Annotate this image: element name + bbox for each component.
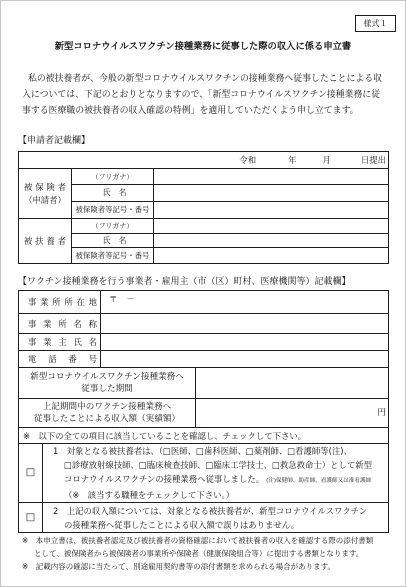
work-period-row <box>19 368 389 399</box>
statement-line: 私の被扶養者が、今般の新型コロナウイルスワクチンの接種業務へ従事したことによる収 <box>28 74 383 84</box>
dependent-number-label: 被保険者等記号・番号 <box>72 248 154 264</box>
statement-line: 事する医療職の被扶養者の収入確認の特例」を適用していただくよう申し立てます。 <box>22 106 359 116</box>
work-period-label-line: 従事した期間 <box>81 384 133 394</box>
phone-field[interactable] <box>101 351 389 368</box>
owner-name-field[interactable] <box>101 334 389 351</box>
yen-unit: 円 <box>377 408 386 418</box>
insured-sublabel: （申請者） <box>24 194 66 205</box>
date-month-unit: 月 <box>322 155 331 165</box>
insured-furigana-label: （フリガナ） <box>72 169 154 185</box>
applicant-table <box>18 151 389 264</box>
insured-furigana-field[interactable] <box>154 169 389 185</box>
footnote-line: ※ 本申立書は、被扶養者認定及び被扶養者の資格確認において被扶養者の収入を確認する際の添付書類 <box>22 536 374 545</box>
income-label <box>19 399 196 428</box>
owner-name-row <box>19 334 389 351</box>
insured-name-row <box>19 185 389 202</box>
check-item-1-checkbox[interactable]: □ <box>19 444 43 503</box>
phone-label: 電話番号 <box>28 354 97 364</box>
insured-number-row <box>19 202 389 219</box>
dependent-name-field[interactable] <box>154 234 389 248</box>
check-item-2-checkbox[interactable]: □ <box>19 503 43 533</box>
income-amount-field[interactable] <box>196 399 389 428</box>
dependent-label-cell <box>19 219 72 264</box>
insured-name-field[interactable] <box>154 185 389 202</box>
check-item-row <box>19 503 389 533</box>
check-item-2-text <box>43 503 389 533</box>
dependent-label: 被扶養者 <box>24 235 66 246</box>
owner-name-label: 事業主氏名 <box>28 337 97 347</box>
office-name-row <box>19 314 389 334</box>
footnote-line: ※ 記載内容の確認に当たって、別途雇用契約書等の添付書類を求められる場合があります。 <box>22 562 336 571</box>
check-item-line: □診療放射線技師、□臨床検査技師、□臨床工学技士、□救急救命士）として新型 <box>64 460 373 470</box>
dependent-furigana-field[interactable] <box>154 219 389 234</box>
check-item-line: の接種業務へ従事したことによる収入額で誤りはありません。 <box>64 519 300 530</box>
postal-dash: － <box>126 294 135 304</box>
dependent-number-row <box>19 248 389 264</box>
phone-row <box>19 351 389 368</box>
dependent-name-label: 氏 名 <box>72 234 154 248</box>
submission-date-row <box>19 152 389 169</box>
income-label-line: 上記期間中のワクチン接種業務へ <box>42 402 172 412</box>
work-period-label-line: 新型コロナウイルスワクチン接種業務へ <box>30 372 184 382</box>
check-item-line: 1 対象となる被扶養者は、（□医師、□歯科医師、□薬剤師、□看護師等(注)、 <box>53 446 352 456</box>
office-address-row <box>19 291 389 314</box>
work-period-label <box>19 368 196 399</box>
footnote-line: として、被保険者から被保険者の事業所や保険者（健康保険組合等）に提出する書類となります。 <box>34 549 364 558</box>
dependent-furigana-row <box>19 219 389 234</box>
insured-furigana-row <box>19 169 389 185</box>
dependent-number-field[interactable] <box>154 248 389 264</box>
insured-number-label: 被保険者等記号・番号 <box>72 202 154 219</box>
footnotes <box>22 534 402 573</box>
dependent-name-row <box>19 234 389 248</box>
check-instruction-row <box>19 428 389 444</box>
check-item-line: コロナウイルスワクチンの接種業務へ従事しました。 <box>64 474 265 484</box>
office-name-label-cell <box>19 314 101 334</box>
profession-footnote: (注)保健師、助産師、看護師又は准看護師 <box>266 478 372 484</box>
office-address-field[interactable] <box>101 291 389 314</box>
insured-number-field[interactable] <box>154 202 389 219</box>
insured-label: 被保険者 <box>24 181 66 192</box>
office-address-label: 事業所所在地 <box>28 297 97 307</box>
insured-name-label: 氏 名 <box>72 185 154 202</box>
income-label-line: 従事したことによる収入額（実績額） <box>33 414 181 424</box>
office-address-label-cell <box>19 291 101 314</box>
applicant-section-heading: 【申請者記載欄】 <box>18 136 91 146</box>
employer-section-heading: 【ワクチン接種業務を行う事業者・雇用主（市（区）町村、医療機関等）記載欄】 <box>18 277 351 287</box>
check-instruction: ※ 以下の全ての項目に該当していることを確認し、チェックして下さい。 <box>19 428 389 444</box>
check-item-1-text <box>43 444 389 503</box>
postal-mark: 〒 <box>109 294 118 304</box>
date-day-submitted: 日提出 <box>360 155 386 165</box>
form-number-box: 様式１ <box>355 15 396 32</box>
profession-hint: （※ 該当する職種をチェックして下さい。） <box>64 490 235 500</box>
date-era: 令和 <box>239 155 257 165</box>
check-item-line-with-footnote <box>53 472 388 488</box>
check-item-line: 2 上記の収入額については、対象となる被扶養者が、新型コロナウイルスワクチン <box>53 505 368 516</box>
employer-table <box>18 290 389 533</box>
statement-line: 入については、下記のとおりとなりますので、「新型コロナウイルスワクチン接種業務に従 <box>22 90 381 100</box>
statement-paragraph <box>22 71 394 119</box>
dependent-furigana-label: （フリガナ） <box>72 219 154 234</box>
insured-label-cell <box>19 169 72 219</box>
submission-date-field[interactable] <box>19 152 389 169</box>
office-name-label: 事業所名称 <box>28 318 97 329</box>
date-year-unit: 年 <box>288 155 297 165</box>
work-period-field[interactable] <box>196 368 389 399</box>
check-item-row <box>19 444 389 503</box>
office-name-field[interactable] <box>101 314 389 334</box>
document-title: 新型コロナウイルスワクチン接種業務に従事した際の収入に係る申立書 <box>54 41 352 52</box>
owner-name-label-cell <box>19 334 101 351</box>
phone-label-cell <box>19 351 101 368</box>
income-row <box>19 399 389 428</box>
